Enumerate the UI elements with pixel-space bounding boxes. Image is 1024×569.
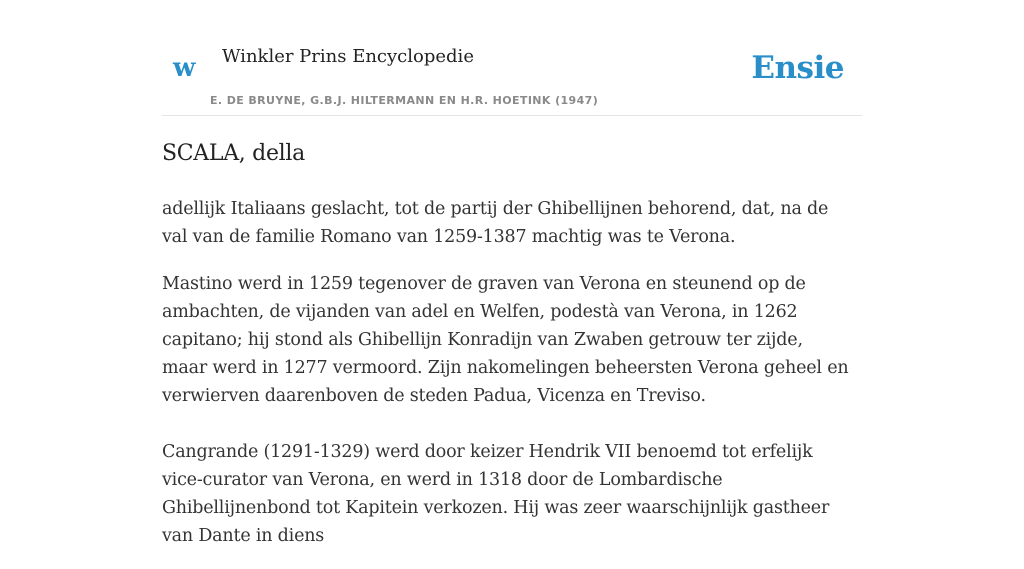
article-paragraph: Mastino werd in 1259 tegenover de graven van Verona en steunend op de ambachten, de vijanden van adel en Welfen, podestà van Verona, in 1262 capitano; hij stond als Ghibellijn Konradijn van Zwaben getrouw ter zijde, maar werd in 1277 vermoord. Zijn nakomelingen beheersten Verona geheel en verwierven daarenboven de steden Padua, Vicenza en Treviso.: [162, 274, 849, 406]
site-header: [162, 40, 862, 116]
entry-title: SCALA, della: [162, 141, 305, 166]
article-paragraph: Cangrande (1291-1329) werd door keizer Hendrik VII benoemd tot erfelijk vice-curator van Verona, en werd in 1318 door de Lombardische Ghibellijnenbond tot Kapitein verkozen. Hij was zeer waarschijnlijk gastheer van Dante in diens: [162, 442, 830, 546]
encyclopedia-title[interactable]: Winkler Prins Encyclopedie: [222, 46, 474, 67]
ensie-brand-logo[interactable]: Ensie: [751, 50, 844, 86]
article-paragraph: adellijk Italiaans geslacht, tot de partij der Ghibellijnen behorend, dat, na de val van de familie Romano van 1259-1387 machtig was te Verona.: [162, 199, 829, 247]
authors-line: E. DE BRUYNE, G.B.J. HILTERMANN EN H.R. HOETINK (1947): [210, 94, 599, 107]
winkler-prins-logo-icon[interactable]: w: [173, 53, 195, 83]
article-content: [162, 138, 852, 569]
